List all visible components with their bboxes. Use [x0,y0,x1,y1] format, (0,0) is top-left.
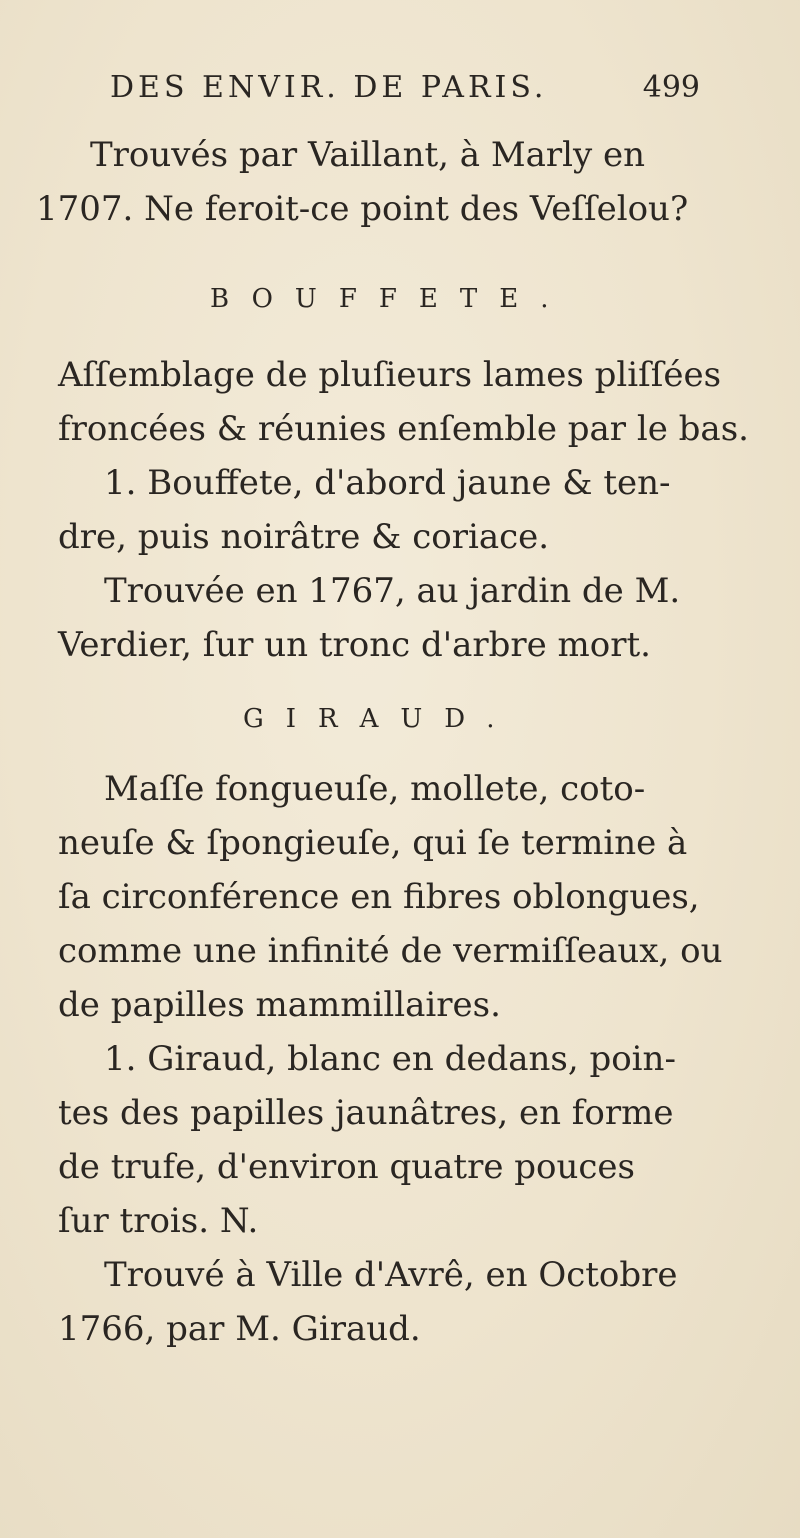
page-number: 499 [642,70,700,105]
text-line: ſa circonférence en fibres oblongues, [58,877,700,917]
text-line: Trouvés par Vaillant, à Marly en [90,135,646,175]
text-line: de papilles mammillaires. [58,985,501,1025]
section-heading-bouffete: BOUFFETE. [210,284,571,314]
text-line: neuſe & ſpongieuſe, qui ſe termine à [58,823,688,863]
text-line: Aſſemblage de pluſieurs lames pliſſées [58,355,722,395]
text-line: dre, puis noirâtre & coriace. [58,517,550,557]
text-line: froncées & réunies enſemble par le bas. [58,409,749,449]
text-line: 1. Bouffete, d'abord jaune & ten- [104,463,671,503]
text-line: 1766, par M. Giraud. [58,1309,421,1349]
running-head-title: DES ENVIR. DE PARIS. [110,70,548,105]
text-line: de trufe, d'environ quatre pouces [58,1147,635,1187]
running-head [110,70,700,105]
text-line: 1. Giraud, blanc en dedans, poin- [104,1039,676,1079]
text-line: Trouvée en 1767, au jardin de M. [104,571,681,611]
text-line: comme une infinité de vermiſſeaux, ou [58,931,723,971]
text-line: Trouvé à Ville d'Avrê, en Octobre [104,1255,678,1295]
section-heading-giraud: GIRAUD. [243,704,517,734]
text-line: tes des papilles jaunâtres, en forme [58,1093,674,1133]
text-line: ſur trois. N. [58,1201,259,1241]
text-line: Verdier, ſur un tronc d'arbre mort. [58,625,651,665]
text-line: Maſſe fongueuſe, mollete, coto- [104,769,646,809]
text-line: 1707. Ne feroit-ce point des Veſſelou? [36,189,689,229]
